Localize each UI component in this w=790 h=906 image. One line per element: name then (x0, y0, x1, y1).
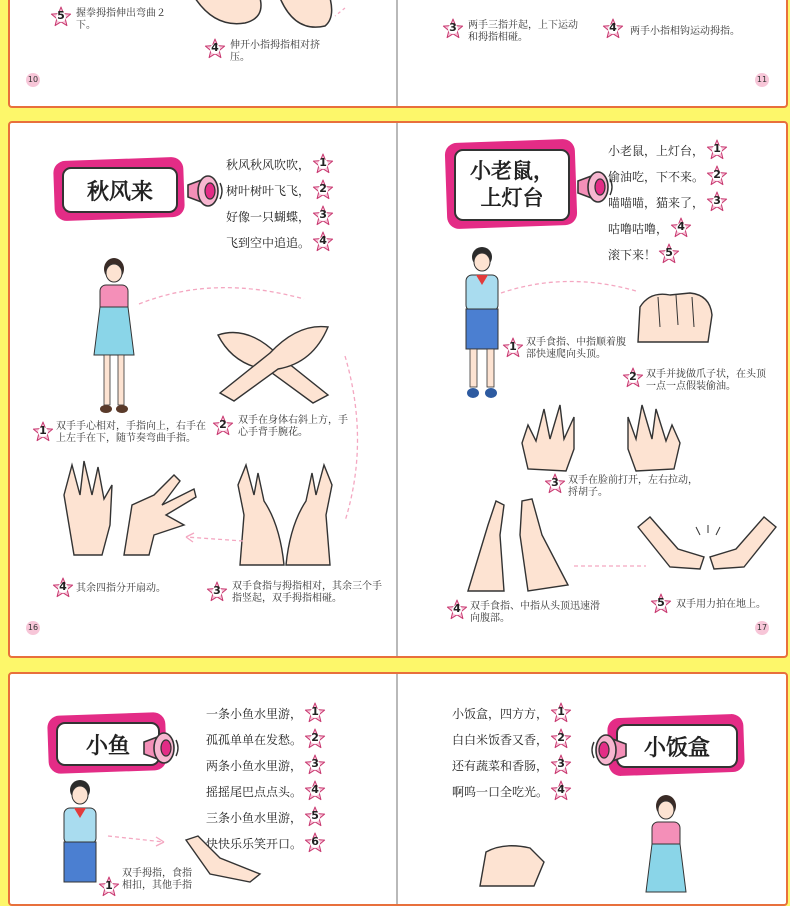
step-number-3: 3 (206, 581, 228, 603)
top-left-page (10, 0, 396, 106)
top-right-page (398, 0, 786, 106)
middle-spread (8, 121, 788, 658)
step-text: 伸开小指拇指相对挤压。 (230, 40, 320, 63)
step-text: 双手在脸前打开，左右拉动，捋胡子。 (568, 475, 698, 498)
boy-figure (454, 245, 514, 405)
poem-line: 小老鼠，上灯台， 1 (608, 139, 728, 165)
bottom-spread (8, 672, 788, 906)
page-number: 17 (755, 621, 769, 635)
poem-line: 快快乐乐笑开口。 6 (206, 832, 326, 858)
poem-step-3: 3 (304, 754, 326, 776)
poem-step-6: 6 (304, 832, 326, 854)
poem-step-4: 4 (312, 231, 334, 253)
step-number-5: 5 (650, 593, 672, 615)
poem-step-5: 5 (304, 806, 326, 828)
step-number-3: 3 (442, 18, 464, 40)
ok-hands-illustration (230, 455, 340, 575)
poem-step-5: 5 (658, 243, 680, 265)
step-text: 双手用力拍在地上。 (676, 599, 766, 610)
poem-step-1: 1 (706, 139, 728, 161)
hands-illustration (185, 0, 365, 42)
patting-hands-illustration (634, 511, 784, 581)
step-number-5: 5 (50, 6, 72, 28)
page-number: 16 (26, 621, 40, 635)
poem-line: 摇摇尾巴点点头。 4 (206, 780, 326, 806)
girl-figure (638, 794, 698, 894)
step-text: 双手拇指，食指相扣，其他手指 (122, 868, 192, 891)
dashed-arrow (178, 529, 248, 549)
step-text: 双手手心相对，手指向上，右手在上左手在下，随节奏弯曲手指。 (56, 421, 206, 444)
poem-step-3: 3 (706, 191, 728, 213)
step-number-1: 1 (502, 337, 524, 359)
poem-step-2: 2 (706, 165, 728, 187)
dashed-arrow (570, 561, 650, 571)
poem-line: 两条小鱼水里游， 3 (206, 754, 326, 780)
dashed-arrow (134, 279, 314, 319)
step-text: 双手食指、中指从头顶迅速滑向腹部。 (470, 601, 600, 624)
step-text: 双手食指与拇指相对，其余三个手指竖起，双手拇指相碰。 (232, 581, 382, 604)
poem-step-2: 2 (550, 728, 572, 750)
poem-line: 白白米饭香又香， 2 (452, 728, 572, 754)
page-number: 11 (755, 73, 769, 87)
poem-line: 孤孤单单在发愁。 2 (206, 728, 326, 754)
boy-figure (52, 778, 112, 888)
step-number-1: 1 (98, 876, 120, 898)
step-number-3: 3 (544, 473, 566, 495)
step-number-1: 1 (32, 421, 54, 443)
poem-line: 还有蔬菜和香肠， 3 (452, 754, 572, 780)
top-spread (8, 0, 788, 108)
megaphone-icon (184, 173, 228, 209)
poem-line: 一条小鱼水里游， 1 (206, 702, 326, 728)
dashed-arrow (104, 830, 174, 850)
dashed-arrow (496, 273, 646, 303)
step-number-4: 4 (446, 599, 468, 621)
poem-line: 咕噜咕噜， 4 (608, 217, 728, 243)
poem-step-1: 1 (550, 702, 572, 724)
poem-line: 偷油吃，下不来。 2 (608, 165, 728, 191)
autumn-wind-page (10, 123, 396, 656)
poem-line: 小饭盒，四方方， 1 (452, 702, 572, 728)
poem-line: 滚下来！ 5 (608, 243, 728, 269)
poem-line: 三条小鱼水里游， 5 (206, 806, 326, 832)
whisker-hands-illustration (516, 399, 686, 479)
poem-line: 好像一只蝴蝶， 3 (226, 205, 334, 231)
poem-step-3: 3 (550, 754, 572, 776)
step-number-2: 2 (622, 367, 644, 389)
page-title (454, 149, 570, 221)
step-text: 双手食指、中指顺着腹部快速爬向头顶。 (526, 337, 626, 360)
step-number-4: 4 (602, 18, 624, 40)
page-title: 小鱼 (56, 722, 160, 766)
poem-line: 飞到空中追追。 4 (226, 231, 334, 257)
poem-step-4: 4 (550, 780, 572, 802)
megaphone-icon (140, 730, 184, 766)
poem-step-4: 4 (304, 780, 326, 802)
poem-step-3: 3 (312, 205, 334, 227)
step-number-4: 4 (52, 577, 74, 599)
step-text: 双手并拢做爪子状，在头顶一点一点假装偷油。 (646, 369, 766, 392)
page-title: 小饭盒 (616, 724, 738, 768)
title-line: 上灯台 (480, 186, 544, 210)
page-title: 秋风来 (62, 167, 178, 213)
step-text: 两手小指相钩运动拇指。 (630, 26, 740, 37)
step-text: 双手在身体右斜上方，手心手背手腕花。 (238, 415, 348, 438)
step-number-4: 4 (204, 38, 226, 60)
little-mouse-page (398, 123, 786, 656)
poem-step-1: 1 (304, 702, 326, 724)
poem (226, 153, 334, 257)
crossed-hands-illustration (208, 315, 338, 405)
step-text: 其余四指分开扇动。 (76, 583, 166, 594)
step-text: 两手三指并起，上下运动和拇指相碰。 (468, 20, 578, 43)
page-number: 10 (26, 73, 40, 87)
title-line: 小老鼠， (470, 159, 554, 183)
claw-hands-illustration (630, 287, 720, 347)
poem-line: 树叶树叶飞飞， 2 (226, 179, 334, 205)
poem-line: 啊呜一口全吃光。 4 (452, 780, 572, 806)
dashed-arrow (340, 351, 370, 531)
step-text: 握拳拇指伸出弯曲２下。 (76, 8, 166, 31)
poem-step-2: 2 (312, 179, 334, 201)
lunch-box-page (398, 674, 786, 904)
poem-step-4: 4 (670, 217, 692, 239)
poem (608, 139, 728, 269)
poem-line: 喵喵喵，猫来了， 3 (608, 191, 728, 217)
sliding-hands-illustration (458, 495, 588, 595)
poem-line: 秋风秋风吹吹， 1 (226, 153, 334, 179)
poem (452, 702, 572, 806)
megaphone-icon (586, 732, 630, 768)
step-number-2: 2 (212, 415, 234, 437)
poem-step-1: 1 (312, 153, 334, 175)
poem-step-2: 2 (304, 728, 326, 750)
little-fish-page (10, 674, 396, 904)
